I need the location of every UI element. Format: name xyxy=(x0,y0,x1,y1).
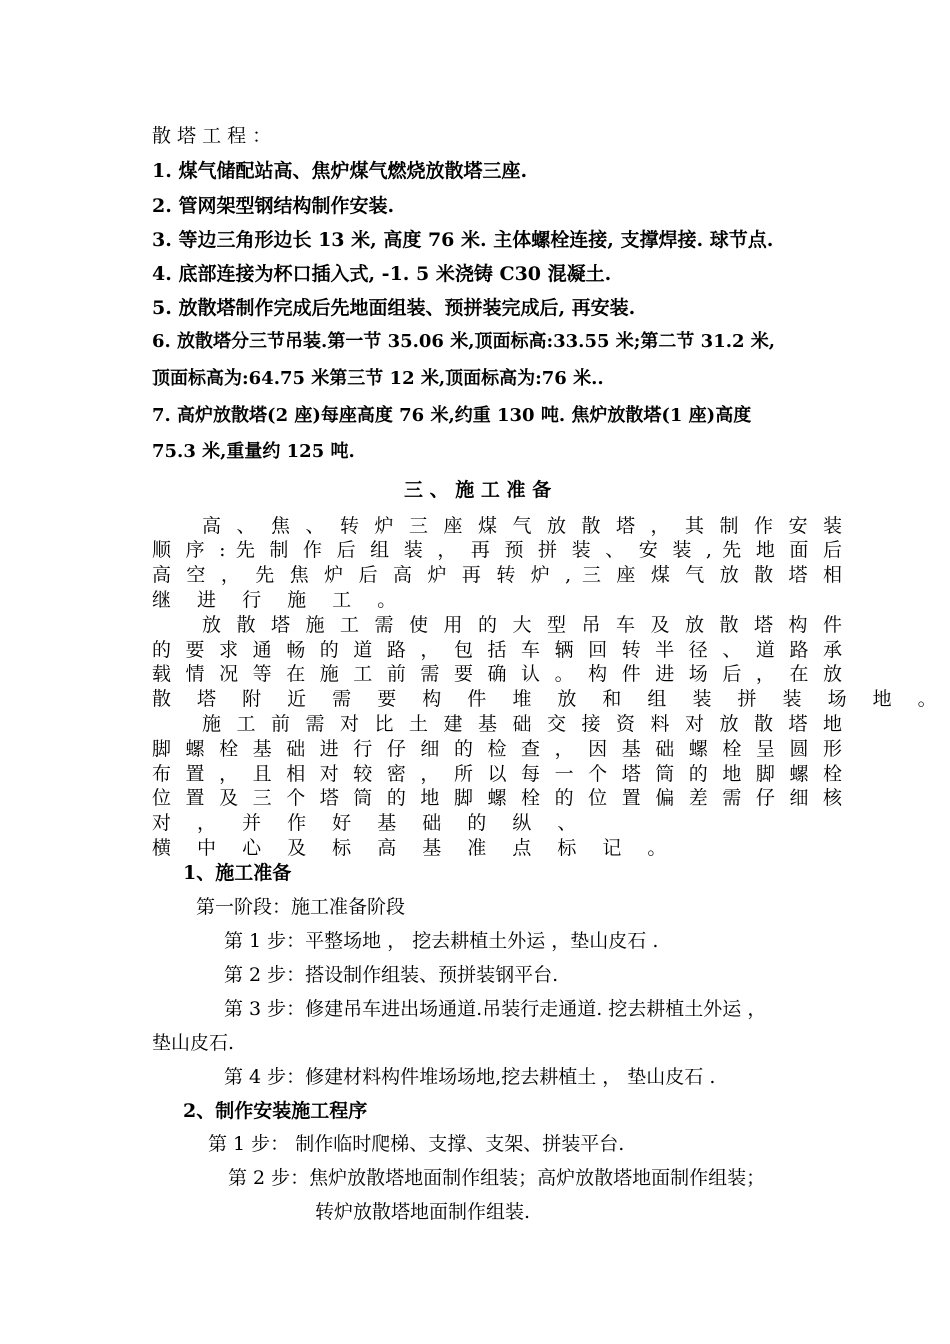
paragraph-3-line-4: 位 置 及 三 个 塔 筒 的 地 脚 螺 栓 的 位 置 偏 差 需 仔 细 核 xyxy=(152,787,842,809)
prep-step-1: 第 1 步：平整场地 ， 挖去耕植土外运 ，垫山皮石 . xyxy=(224,930,659,952)
paragraph-3-line-2: 脚 螺 栓 基 础 进 行 仔 细 的 检 查 ， 因 基 础 螺 栓 呈 圆 形 xyxy=(152,738,842,760)
item-2: 2. 管网架型钢结构制作安装. xyxy=(152,195,395,217)
stage-1-label: 第一阶段：施工准备阶段 xyxy=(196,896,406,918)
paragraph-2-line-1: 放 散 塔 施 工 需 使 用 的 大 型 吊 车 及 放 散 塔 构 件 xyxy=(202,614,842,636)
paragraph-3-line-6: 横 中 心 及 标 高 基 准 点 标 记 。 xyxy=(152,837,677,859)
item-5: 5. 放散塔制作完成后先地面组装、预拼装完成后, 再安装. xyxy=(152,297,636,319)
item-1: 1. 煤气储配站高、焦炉煤气燃烧放散塔三座. xyxy=(152,160,528,182)
install-step-2-line-1: 第 2 步：焦炉放散塔地面制作组装；高炉放散塔地面制作组装； xyxy=(228,1167,766,1189)
paragraph-2-line-3: 载 情 况 等 在 施 工 前 需 要 确 认 。 构 件 进 场 后 ， 在 放 xyxy=(152,663,842,685)
section-heading: 三 、 施 工 准 备 xyxy=(404,479,552,501)
subsection-2-heading: 2、制作安装施工程序 xyxy=(183,1100,368,1122)
paragraph-1-line-2: 顺 序 : 先 制 作 后 组 装 ， 再 预 拼 装 、 安 装 , 先 地 面 后 xyxy=(152,539,842,561)
intro-label: 散 塔 工 程 ： xyxy=(152,125,272,147)
item-6-line-2: 顶面标高为:64.75 米第三节 12 米,顶面标高为:76 米.. xyxy=(152,368,604,389)
prep-step-3-line-1: 第 3 步：修建吊车进出场通道.吊装行走通道. 挖去耕植土外运 ， xyxy=(224,998,767,1020)
prep-step-4: 第 4 步：修建材料构件堆场场地,挖去耕植土 ， 垫山皮石 . xyxy=(224,1066,716,1088)
paragraph-1-line-1: 高 、 焦 、 转 炉 三 座 煤 气 放 散 塔 ， 其 制 作 安 装 xyxy=(202,515,842,537)
item-4: 4. 底部连接为杯口插入式, -1. 5 米浇铸 C30 混凝土. xyxy=(152,263,612,285)
paragraph-3-line-1: 施 工 前 需 对 比 土 建 基 础 交 接 资 料 对 放 散 塔 地 xyxy=(202,713,842,735)
prep-step-3-line-2: 垫山皮石. xyxy=(152,1032,235,1054)
paragraph-2-line-4: 散 塔 附 近 需 要 构 件 堆 放 和 组 装 拼 装 场 地 。 xyxy=(152,688,947,710)
install-step-1: 第 1 步： 制作临时爬梯、支撑、支架、拼装平台. xyxy=(208,1133,625,1155)
paragraph-1-line-3: 高 空 ， 先 焦 炉 后 高 炉 再 转 炉 , 三 座 煤 气 放 散 塔 相 xyxy=(152,564,842,586)
prep-step-2: 第 2 步：搭设制作组装、预拼装钢平台. xyxy=(224,964,559,986)
paragraph-1-line-4: 继 进 行 施 工 。 xyxy=(152,589,407,611)
item-7-line-1: 7. 高炉放散塔(2 座)每座高度 76 米,约重 130 吨. 焦炉放散塔(1 座)高度 xyxy=(152,405,752,426)
paragraph-3-line-3: 布 置 ， 且 相 对 较 密 ， 所 以 每 一 个 塔 筒 的 地 脚 螺 栓 xyxy=(152,763,842,785)
item-6-line-1: 6. 放散塔分三节吊装.第一节 35.06 米,顶面标高:33.55 米;第二节 31.2 米, xyxy=(152,331,776,352)
install-step-2-line-2: 转炉放散塔地面制作组装. xyxy=(315,1201,531,1223)
paragraph-3-line-5: 对 ， 并 作 好 基 础 的 纵 、 xyxy=(152,812,587,834)
item-7-line-2: 75.3 米,重量约 125 吨. xyxy=(152,441,355,462)
paragraph-2-line-2: 的 要 求 通 畅 的 道 路 ， 包 括 车 辆 回 转 半 径 、 道 路 承 xyxy=(152,639,842,661)
subsection-1-heading: 1、施工准备 xyxy=(183,862,292,884)
item-3: 3. 等边三角形边长 13 米, 高度 76 米. 主体螺栓连接, 支撑焊接. 球节点. xyxy=(152,229,774,251)
